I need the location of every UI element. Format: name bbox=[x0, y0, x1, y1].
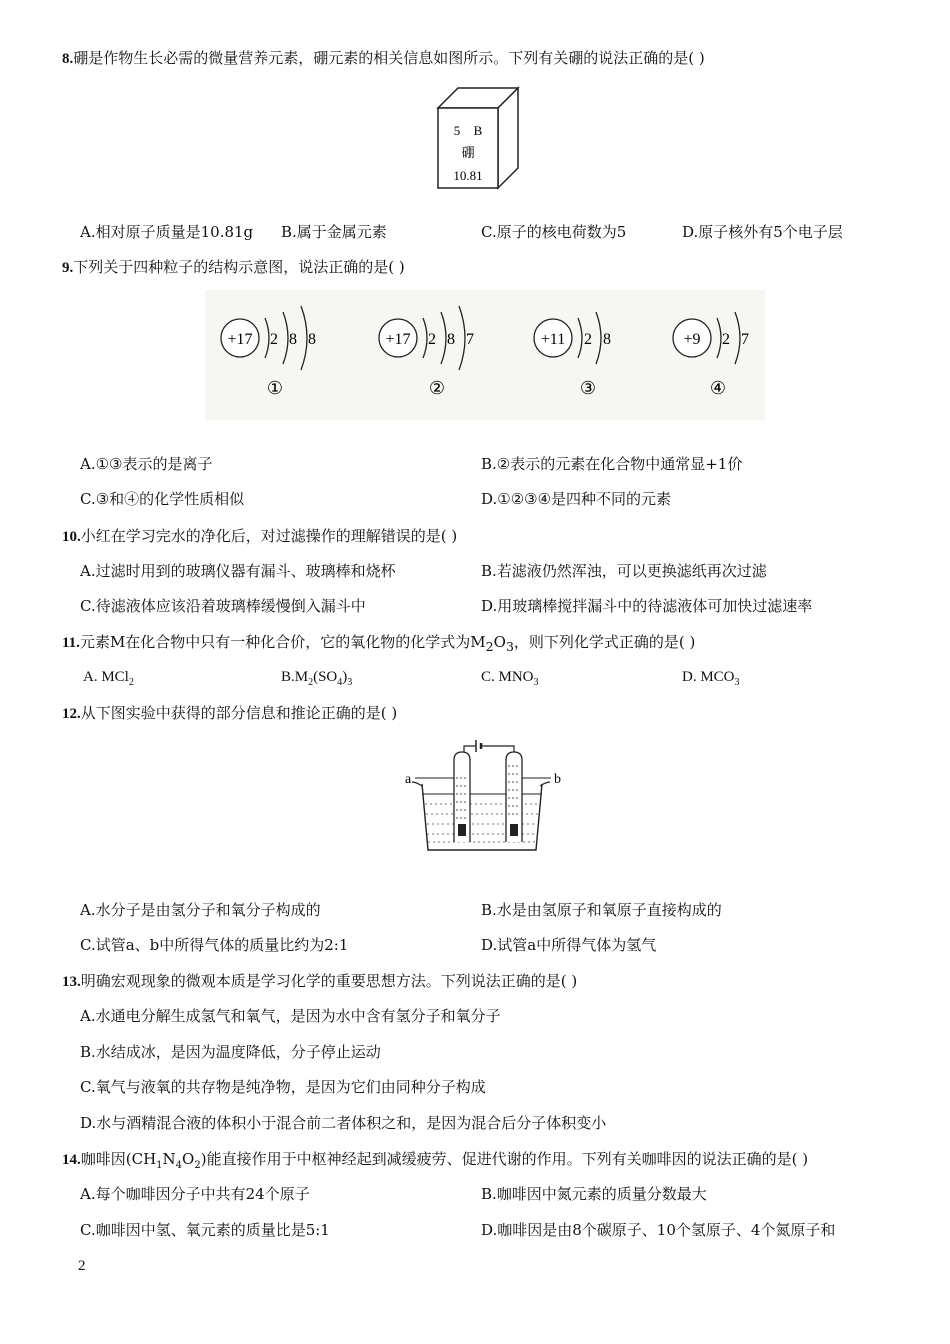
question-number: 13. bbox=[62, 974, 81, 990]
svg-text:8: 8 bbox=[447, 331, 455, 348]
element-name: 硼 bbox=[461, 145, 475, 160]
question-13-stem: 13.明确宏观现象的微观本质是学习化学的重要思想方法。下列说法正确的是( ) bbox=[62, 972, 578, 990]
option-b: B.属于金属元素 bbox=[281, 223, 387, 241]
question-number: 8. bbox=[62, 51, 74, 67]
option-d: D.用玻璃棒搅拌漏斗中的待滤液体可加快过滤速率 bbox=[481, 597, 813, 615]
boron-element-cell-figure bbox=[430, 80, 530, 192]
question-number: 10. bbox=[62, 529, 81, 545]
svg-text:2: 2 bbox=[428, 331, 436, 348]
option-a: A.水通电分解生成氢气和氧气，是因为水中含有氢分子和氧分子 bbox=[80, 1007, 501, 1025]
svg-text:③: ③ bbox=[579, 378, 597, 398]
tube-a-label: a bbox=[405, 772, 412, 787]
option-d: D.试管a中所得气体为氢气 bbox=[481, 936, 657, 954]
svg-text:+17: +17 bbox=[385, 331, 411, 348]
option-a: A.相对原子质量是10.81g bbox=[80, 223, 254, 241]
svg-text:8: 8 bbox=[308, 331, 316, 348]
question-10-stem: 10.小红在学习完水的净化后，对过滤操作的理解错误的是( ) bbox=[62, 527, 458, 545]
option-b: B.水结成冰，是因为温度降低，分子停止运动 bbox=[80, 1043, 381, 1061]
question-11-stem: 11.元素M在化合物中只有一种化合价，它的氧化物的化学式为$M_2O_3$，则下列化学式正确的是( ) bbox=[62, 633, 696, 654]
question-8-stem: 8.硼是作物生长必需的微量营养元素，硼元素的相关信息如图所示。下列有关硼的说法正确的是( ) bbox=[62, 49, 705, 67]
option-a: A. MCl$_2$ bbox=[83, 669, 134, 688]
electrolysis-apparatus-figure bbox=[398, 738, 568, 860]
svg-text:+17: +17 bbox=[227, 331, 253, 348]
option-c: C. $MNO_3$ bbox=[481, 669, 539, 688]
svg-text:7: 7 bbox=[466, 331, 474, 348]
svg-text:④: ④ bbox=[709, 378, 727, 398]
option-d: D.①②③④是四种不同的元素 bbox=[481, 490, 672, 508]
option-c: C.咖啡因中氢、氧元素的质量比是5:1 bbox=[80, 1221, 330, 1239]
svg-text:2: 2 bbox=[722, 331, 730, 348]
svg-text:2: 2 bbox=[584, 331, 592, 348]
svg-text:①: ① bbox=[266, 378, 284, 398]
option-c: C.原子的核电荷数为5 bbox=[481, 223, 627, 241]
option-d: D.咖啡因是由8个碳原子、10个氢原子、4个氮原子和 bbox=[481, 1221, 836, 1239]
atomic-structure-diagrams bbox=[205, 290, 765, 420]
question-number: 9. bbox=[62, 260, 74, 276]
svg-text:8: 8 bbox=[603, 331, 611, 348]
svg-text:7: 7 bbox=[741, 331, 749, 348]
option-b: B.水是由氢原子和氧原子直接构成的 bbox=[481, 901, 722, 919]
option-c: C.③和④的化学性质相似 bbox=[80, 490, 245, 508]
question-number: 11. bbox=[62, 635, 80, 651]
option-c: C.待滤液体应该沿着玻璃棒缓慢倒入漏斗中 bbox=[80, 597, 366, 615]
option-b: B.若滤液仍然浑浊，可以更换滤纸再次过滤 bbox=[481, 562, 767, 580]
option-b: B.②表示的元素在化合物中通常显+1价 bbox=[481, 455, 743, 473]
option-a: A.每个咖啡因分子中共有24个原子 bbox=[80, 1185, 310, 1203]
option-b: $B.M_2(SO_4)_3$ bbox=[281, 669, 353, 688]
svg-text:+9: +9 bbox=[683, 331, 701, 348]
atomic-mass: 10.81 bbox=[453, 168, 483, 183]
option-d: D.水与酒精混合液的体积小于混合前二者体积之和，是因为混合后分子体积变小 bbox=[80, 1114, 607, 1132]
question-9-stem: 9.下列关于四种粒子的结构示意图，说法正确的是( ) bbox=[62, 258, 405, 276]
option-c: C.试管a、b中所得气体的质量比约为2:1 bbox=[80, 936, 349, 954]
option-a: A.过滤时用到的玻璃仪器有漏斗、玻璃棒和烧杯 bbox=[80, 562, 396, 580]
tube-b-label: b bbox=[554, 772, 561, 787]
svg-text:2: 2 bbox=[270, 331, 278, 348]
option-a: A.水分子是由氢分子和氧分子构成的 bbox=[80, 901, 321, 919]
option-d: D. $MCO_3$ bbox=[682, 669, 740, 688]
svg-text:8: 8 bbox=[289, 331, 297, 348]
question-14-stem: 14.咖啡因$(CH_1N_4O_2)$能直接作用于中枢神经起到减缓疲劳、促进代谢的作用。下列有关咖啡因的说法正确的是( ) bbox=[62, 1150, 809, 1171]
option-d: D.原子核外有5个电子层 bbox=[682, 223, 843, 241]
question-12-stem: 12.从下图实验中获得的部分信息和推论正确的是( ) bbox=[62, 704, 398, 722]
option-c: C.氧气与液氧的共存物是纯净物，是因为它们由同种分子构成 bbox=[80, 1078, 486, 1096]
svg-text:②: ② bbox=[428, 378, 446, 398]
question-number: 14. bbox=[62, 1152, 81, 1168]
atomic-number: 5 bbox=[453, 123, 461, 138]
question-number: 12. bbox=[62, 706, 81, 722]
svg-text:+11: +11 bbox=[540, 331, 566, 348]
option-b: B.咖啡因中氮元素的质量分数最大 bbox=[481, 1185, 707, 1203]
element-symbol: B bbox=[473, 123, 483, 138]
option-a: A.①③表示的是离子 bbox=[80, 455, 213, 473]
page-number: 2 bbox=[78, 1258, 86, 1274]
